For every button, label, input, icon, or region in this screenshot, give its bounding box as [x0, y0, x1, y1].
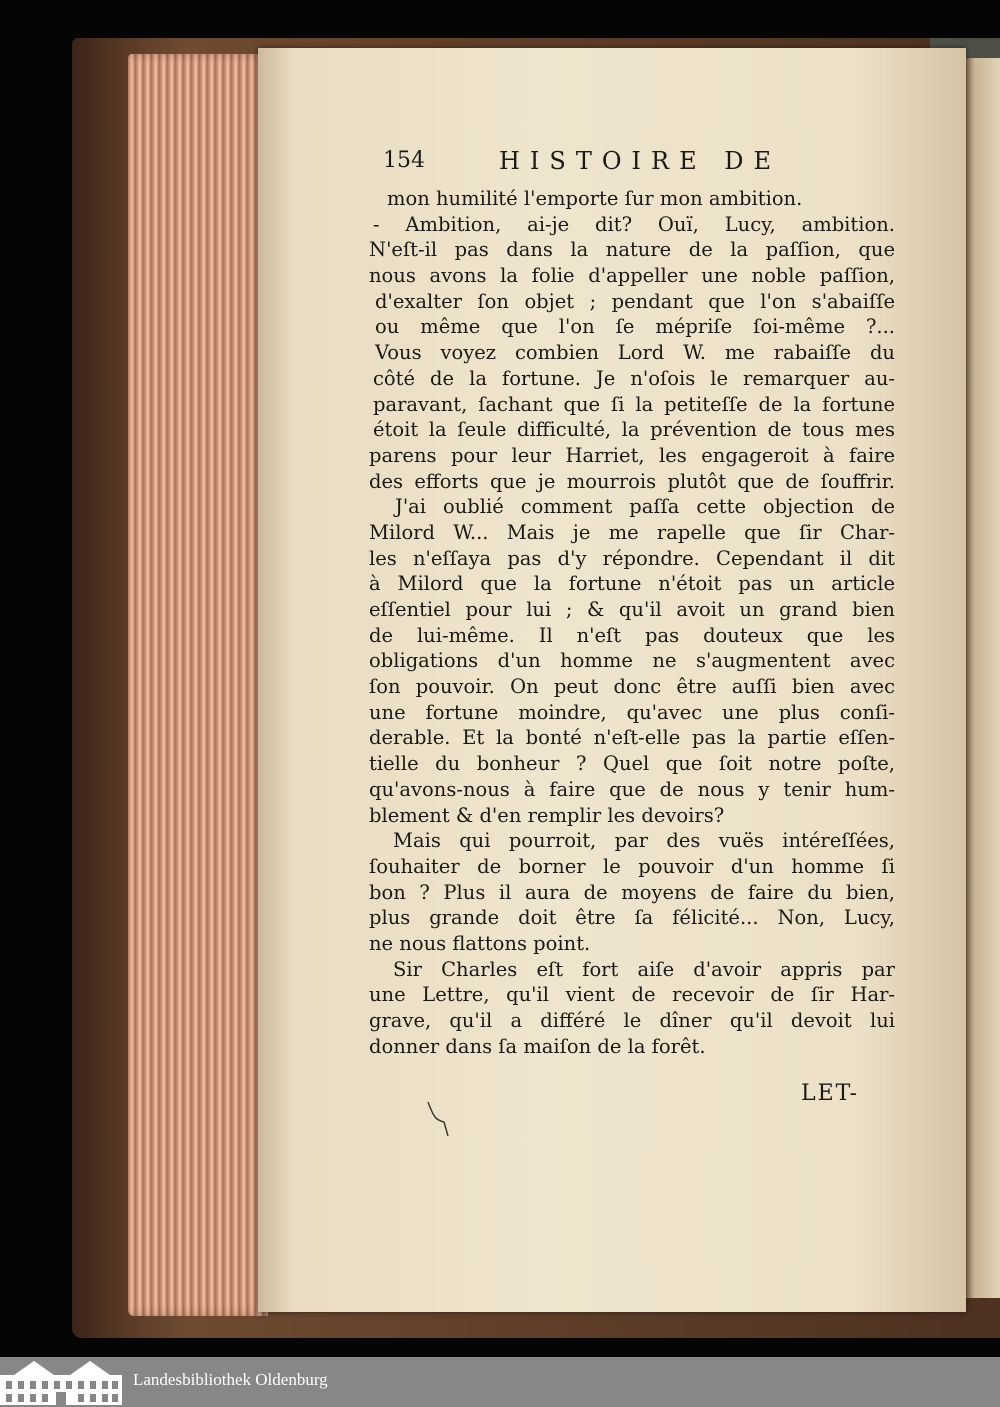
- body-text: [369, 186, 895, 1059]
- text-line: mon humilité l'emporte ſur mon ambition.: [387, 187, 803, 210]
- text-line: nous avons la folie d'appeller une noble paſſion,: [369, 264, 895, 288]
- text-line: blement & d'en remplir les devoirs?: [369, 803, 725, 827]
- text-line: donner dans ſa maiſon de la forêt.: [369, 1034, 706, 1058]
- text-line: Mais qui pourroit, par des vuës intéreſſées,: [393, 829, 895, 853]
- text-line: tielle du bonheur ? Quel que ſoit notre poſte,: [369, 752, 895, 776]
- text-line: qu'avons-nous à faire que de nous y tenir hum-: [369, 777, 895, 801]
- text-line: une Lettre, qu'il vient de recevoir de ſir Har-: [369, 983, 895, 1007]
- catchword: LET-: [801, 1081, 859, 1106]
- text-line: paravant, ſachant que ſi la petiteſſe de la fortune: [373, 392, 895, 416]
- text-line: Sir Charles eſt fort aiſe d'avoir appris par: [393, 957, 895, 981]
- text-line: eſſentiel pour lui ; & qu'il avoit un grand bien: [369, 598, 895, 621]
- text-line: bon ? Plus il aura de moyens de faire du bien,: [369, 880, 895, 904]
- header-title: HISTOIRE DE: [499, 147, 781, 175]
- text-line: derable. Et la bonté n'eſt-elle pas la partie eſſen-: [369, 726, 895, 750]
- text-line: étoit la ſeule difficulté, la prévention de tous mes: [373, 418, 895, 442]
- text-line: obligations d'un homme ne s'augmentent avec: [369, 649, 895, 673]
- text-line: de lui-même. Il n'eſt pas douteux que les: [369, 623, 895, 647]
- text-line: N'eſt-il pas dans la nature de la paſſion, que: [369, 238, 895, 262]
- page-edges: [128, 54, 268, 1316]
- text-line: ſon pouvoir. On peut donc être auſſi bien avec: [369, 675, 895, 699]
- text-line: - Ambition, ai-je dit? Ouï, Lucy, ambition.: [373, 212, 895, 236]
- text-line: Vous voyez combien Lord W. me rabaiſſe du: [375, 341, 895, 365]
- page-number: 154: [383, 148, 425, 173]
- text-line: grave, qu'il a différé le dîner qu'il devoit lui: [369, 1009, 895, 1032]
- running-head: [383, 146, 843, 176]
- footer-bar: [0, 1357, 1000, 1407]
- text-line: ne nous flattons point.: [369, 931, 591, 955]
- text-line: plus grande doit être ſa félicité... Non, Lucy,: [369, 906, 895, 930]
- facing-page-edge: [963, 58, 1000, 1298]
- text-line: Milord W... Mais je me rapelle que ſir Char-: [369, 520, 895, 544]
- text-line: parens pour leur Harriet, les engageroit à faire: [369, 443, 895, 467]
- library-building-icon: [0, 1357, 122, 1407]
- text-line: des efforts que je mourrois plutôt que de ſouffrir.: [369, 469, 895, 493]
- text-line: à Milord que la fortune n'étoit pas un article: [369, 572, 895, 596]
- text-line: d'exalter ſon objet ; pendant que l'on s'abaiſſe: [375, 289, 895, 313]
- text-line: côté de la fortune. Je n'oſois le remarquer au-: [373, 366, 895, 390]
- pencil-mark-icon: [424, 1098, 454, 1138]
- text-line: ſouhaiter de borner le pouvoir d'un homme ſi: [369, 854, 895, 878]
- text-line: ou même que l'on ſe mépriſe ſoi-même ?...: [375, 315, 895, 339]
- library-name: Landesbibliothek Oldenburg: [133, 1370, 328, 1389]
- text-line: J'ai oublié comment paſſa cette objection de: [395, 495, 895, 519]
- text-line: les n'eſſaya pas d'y répondre. Cependant il dit: [369, 546, 895, 570]
- text-line: une fortune moindre, qu'avec une plus conſi-: [369, 700, 895, 724]
